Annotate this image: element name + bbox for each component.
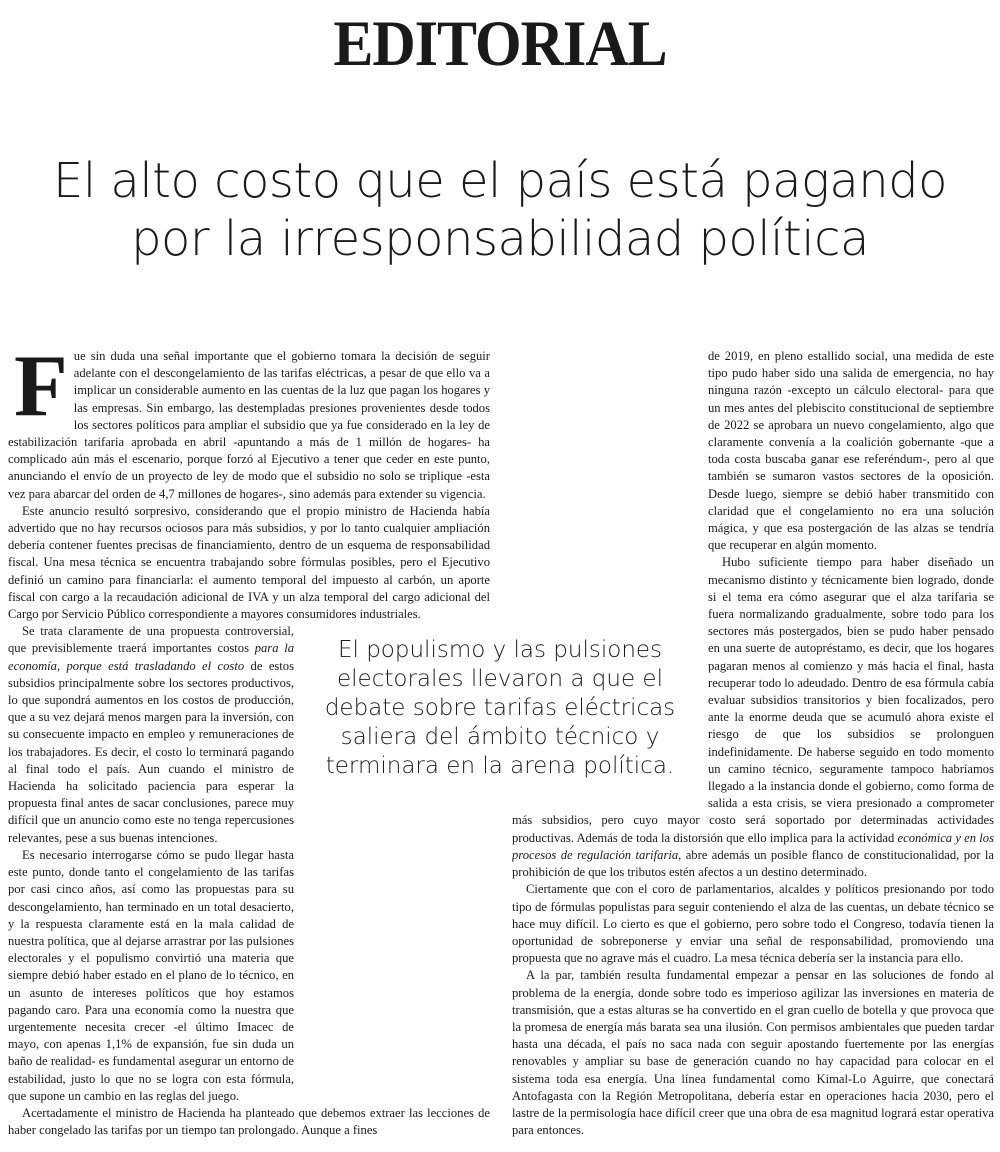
headline-line-1: El alto costo que el país está pagando: [52, 153, 947, 209]
headline-line-2: por la irresponsabilidad política: [131, 211, 869, 267]
drop-cap: F: [14, 348, 68, 435]
paragraph-text: , abre además un posible flanco de constitucionalidad, por la prohibición de que los tributos estén afectos a un destino determinado.: [512, 847, 994, 880]
paragraph-text: Hubo suficiente tiempo para haber diseñado un mecanismo distinto y técnicamente bien logrado, donde si el tema era cómo asegurar que el alza tarifaria se fuera normalizando gradualmente, sobre todo para los sectores más postergados, bien se pudo haber pensado en una suerte de autopréstamo, es decir, que los hogares pagaran menos al comienzo y más hacia el final, hasta recuperar todo lo adeudado. Dentro de esa fórmula cabía evaluar subsidios transitorios y bien focalizados, pero ante la enorme deuda que se acumuló ahora existe el riesgo de que los subsidios se prolonguen indefinidamente. De haberse seguido en todo momento un camino técnico, seguramente tampoco habríamos llegado a la instancia donde el gobierno, como forma de salida a esta crisis, se viera presionado a comprometer más subsidios, pero cuyo mayor costo será soportado por determinadas actividades productivas. Además de toda la distorsión que ello implica para la actividad: [512, 555, 994, 845]
pull-quote: El populismo y las pulsiones electorales llevaron a que el debate sobre tarifas eléctricas saliera del ámbito técnico y terminara en la arena política.: [324, 637, 676, 779]
emphasis-text: para la economía, porque está trasladando el costo: [8, 641, 294, 673]
paragraph-text: de estos subsidios principalmente sobre los sectores productivos, lo que supondrá aumentos en los costos de producción, que a su vez dejará menos margen para la inversión, con su consecuente impacto en empleo y remuneraciones de los trabajadores. Es decir, el costo lo terminará pagando al final todo el país. Aun cuando el ministro de Hacienda ha solicitado paciencia para esperar la propuesta final antes de sacar conclusiones, parece muy difícil que un anuncio como este no tenga repercusiones relevantes, pese a sus buenas intenciones.: [8, 658, 295, 845]
paragraph: Es necesario interrogarse cómo se pudo llegar hasta este punto, donde tanto el congelamiento de las tarifas por casi cinco años, así como las propuestas para su descongelamiento, han terminado en un total desacierto, y la respuesta claramente está en la mala calidad de nuestra política, que al dejarse arrastrar por las pulsiones electorales y el populismo convirtió una materia que siempre debió haber estado en el plano de lo técnico, en un asunto de intereses políticos que hoy estamos pagando caro. Para una economía como la nuestra que urgentemente necesita crecer -el último Imacec de mayo, con apenas 1,1% de expansión, fue sin duda un baño de realidad- es fundamental asegurar un entorno de estabilidad, justo lo que no se logra con esta fórmula, que supone un cambio en las reglas del juego.: [8, 847, 294, 1103]
paragraph: Ciertamente que con el coro de parlamentarios, alcaldes y políticos presionando por todo tipo de fórmulas populistas para seguir conteniendo el alza de las cuentas, un debate técnico se hace muy difícil. Lo cierto es que el gobierno, pero sobre todo el Congreso, todavía tienen la oportunidad de sobreponerse y enviar una señal de responsabilidad, promoviendo una propuesta que no agrave más el cuadro. La mesa técnica debería ser la instancia para ello.: [512, 882, 994, 966]
emphasis-text: económica y en los procesos de regulación tarifaria: [512, 830, 994, 862]
headline: [0, 152, 1000, 268]
paragraph-text: ue sin duda una señal importante que el gobierno tomara la decisión de seguir adelante con el descongelamiento de las tarifas eléctricas, a pesar de que ello va a implicar un considerable aumento en las cuentas de la luz que pagan los hogares y las empresas. Sin embargo, las destempladas presiones provenientes desde todos los sectores políticos para ampliar el subsidio que ya fue considerado en la ley de estabilización tarifaria aprobada en abril -apuntando a más de 1 millón de hogares- ha complicado aún más el escenario, porque forzó al Ejecutivo a tener que ceder en este punto, anunciando el envío de un proyecto de ley de modo que el subsidio no solo se triplique -esta vez para abarcar del orden de 4,7 millones de hogares-, sino además para extender su vigencia.: [8, 349, 490, 501]
paragraph: [8, 348, 490, 503]
paragraph: de 2019, en pleno estallido social, una medida de este tipo pudo haber sido una salida de emergencia, no hay ninguna razón -excepto un cálculo electoral- para que un mes antes del plebiscito constitucional de septiembre de 2022 se aprobara un nuevo congelamiento, algo que claramente convenía a la coalición gobernante -que a toda costa buscaba ganar ese referéndum-, pero al que también se sumaron vastos sectores de la oposición. Desde luego, siempre se debió haber transmitido con claridad que el congelamiento no era una solución mágica, y que esa postergación de las alzas se tendría que recuperar en algún momento.: [708, 349, 994, 553]
paragraph: Este anuncio resultó sorpresivo, considerando que el propio ministro de Hacienda había advertido que no hay recursos ociosos para más subsidios, y por lo tanto cualquier ampliación debería contener fuentes precisas de financiamiento, dentro de un esquema de responsabilidad fiscal. Una mesa técnica se encuentra trabajando sobre fórmulas posibles, pero el Ejecutivo definió un camino para financiarla: el aumento temporal del impuesto al carbón, un aporte fiscal con cargo a la recaudación adicional de IVA y un alza temporal del cargo adicional del Cargo por Servicio Público correspondiente a mayores consumidores industriales.: [8, 503, 490, 622]
paragraph-text: Se trata claramente de una propuesta controversial, que previsiblemente traerá importantes costos: [8, 624, 294, 656]
paragraph: A la par, también resulta fundamental empezar a pensar en las soluciones de fondo al problema de la energía, donde sobre todo es imperioso agilizar las inversiones en materia de transmisión, que a estas alturas se ha convertido en el gran cuello de botella y que provoca que la promesa de energía más barata sea una ilusión. Con permisos ambientales que pueden tardar hasta una década, el país no saca nada con seguir apostando fuertemente por las energías renovables y ampliar su base de generación cuando no hay capacidad para colocar en el sistema toda esa energía. Una línea fundamental como Kimal-Lo Aguirre, que conectará Antofagasta con la Región Metropolitana, debería estar en operaciones hacia 2030, pero el lastre de la permisología hace difícil creer que una obra de esa magnitud logrará estar operativa para entonces.: [512, 968, 994, 1138]
paragraph: Acertadamente el ministro de Hacienda ha planteado que debemos extraer las lecciones de haber congelado las tarifas por un tiempo tan prolongado. Aunque a fines: [8, 1105, 490, 1138]
section-title: EDITORIAL: [333, 7, 667, 79]
